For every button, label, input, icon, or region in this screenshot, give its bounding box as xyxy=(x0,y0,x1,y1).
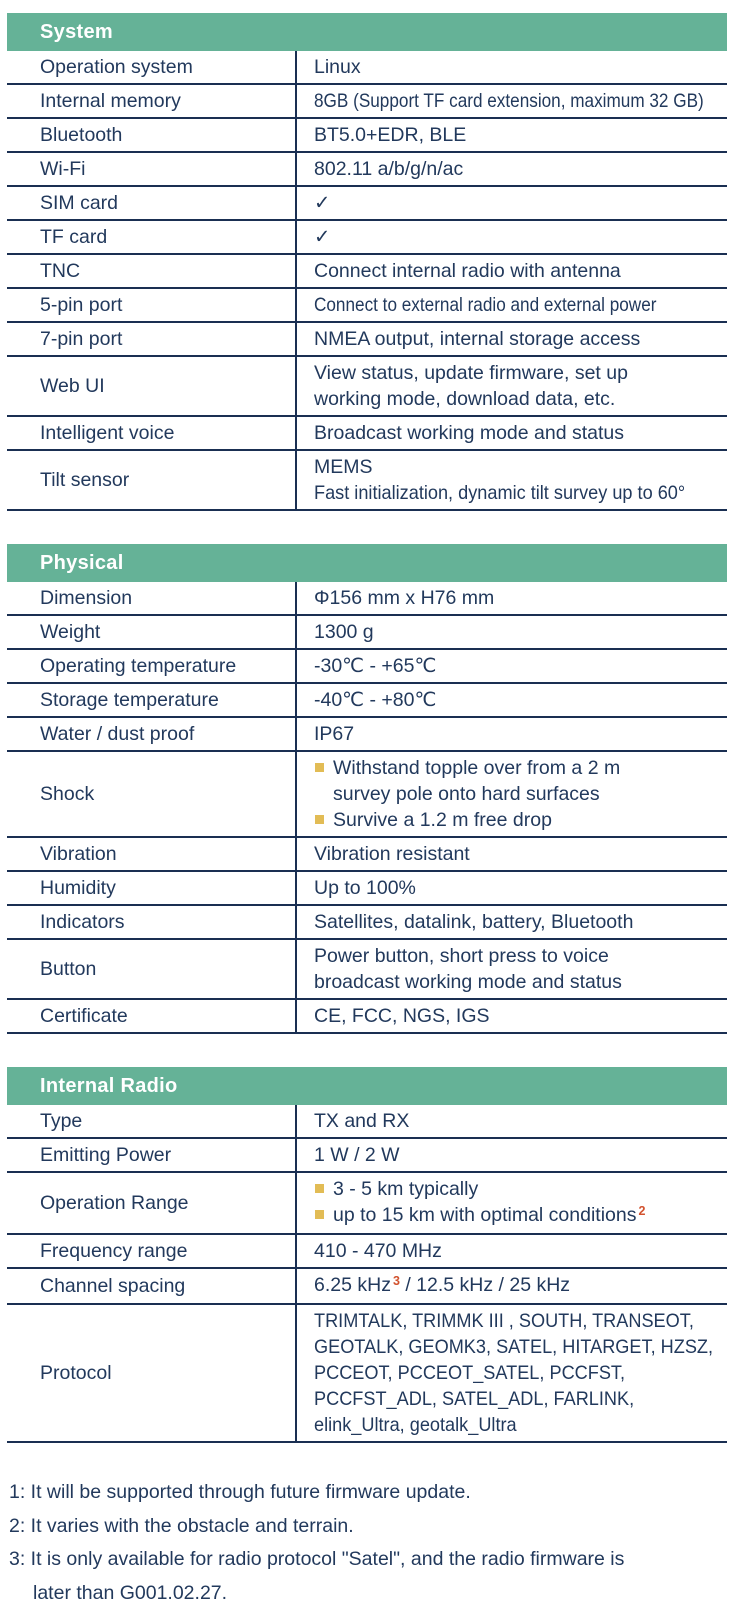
table-row xyxy=(7,582,727,616)
row-label: Weight xyxy=(7,616,295,648)
table-row xyxy=(7,417,727,451)
footnote: 3: It is only available for radio protocol "Satel", and the radio firmware is xyxy=(9,1543,727,1577)
table-row xyxy=(7,650,727,684)
table-row xyxy=(7,1305,727,1443)
table-row xyxy=(7,752,727,838)
checkmark-icon: ✓ xyxy=(314,190,723,216)
bullet-item xyxy=(314,1202,723,1230)
bullet-item xyxy=(314,807,723,833)
bullet-text: survey pole onto hard surfaces xyxy=(333,781,723,807)
bullet-text: 3 - 5 km typically xyxy=(333,1176,723,1202)
checkmark-icon: ✓ xyxy=(314,224,723,250)
table-row xyxy=(7,1105,727,1139)
table-row xyxy=(7,906,727,940)
row-label: 5-pin port xyxy=(7,289,295,321)
table-row xyxy=(7,838,727,872)
footnote-ref: 3 xyxy=(393,1274,400,1288)
table-row xyxy=(7,1139,727,1173)
row-value: 1300 g xyxy=(314,619,723,645)
row-value: / 12.5 kHz / 25 kHz xyxy=(400,1274,570,1296)
table-row xyxy=(7,187,727,221)
row-value: Broadcast working mode and status xyxy=(314,420,723,446)
row-label: Water / dust proof xyxy=(7,718,295,750)
row-value: TX and RX xyxy=(314,1108,723,1134)
bullet-square-icon xyxy=(315,1210,324,1219)
row-value: Up to 100% xyxy=(314,875,723,901)
bullet-text: Withstand topple over from a 2 m xyxy=(333,755,723,781)
row-value: 8GB (Support TF card extension, maximum 32 GB) xyxy=(314,88,674,114)
row-value: Φ156 mm x H76 mm xyxy=(314,585,723,611)
row-value-line: MEMS xyxy=(314,454,723,480)
row-value: Connect to external radio and external power xyxy=(314,292,674,318)
table-row xyxy=(7,289,727,323)
table-row xyxy=(7,85,727,119)
row-value: Linux xyxy=(314,54,723,80)
row-value-line: Fast initialization, dynamic tilt survey up to 60° xyxy=(314,480,685,506)
row-label: Operating temperature xyxy=(7,650,295,682)
row-value-line: PCCEOT, PCCEOT_SATEL, PCCFST, xyxy=(314,1360,625,1386)
table-row xyxy=(7,718,727,752)
row-label: Emitting Power xyxy=(7,1139,295,1171)
bullet-item xyxy=(314,755,723,807)
row-label: Frequency range xyxy=(7,1235,295,1267)
row-label: Vibration xyxy=(7,838,295,870)
bullet-text: up to 15 km with optimal conditions xyxy=(333,1204,637,1226)
table-row xyxy=(7,119,727,153)
row-label: Internal memory xyxy=(7,85,295,117)
row-label: Certificate xyxy=(7,1000,295,1032)
row-value-line: GEOTALK, GEOMK3, SATEL, HITARGET, HZSZ, xyxy=(314,1334,713,1360)
row-label: Storage temperature xyxy=(7,684,295,716)
row-label: SIM card xyxy=(7,187,295,219)
table-row xyxy=(7,153,727,187)
table-row xyxy=(7,51,727,85)
row-value: BT5.0+EDR, BLE xyxy=(314,122,723,148)
section-title: System xyxy=(40,21,113,44)
row-label: Button xyxy=(7,940,295,998)
row-label: Type xyxy=(7,1105,295,1137)
bullet-square-icon xyxy=(315,1184,324,1193)
spec-section-physical xyxy=(7,544,727,1034)
section-title: Physical xyxy=(40,552,124,575)
table-row xyxy=(7,451,727,511)
row-value-line: broadcast working mode and status xyxy=(314,969,723,995)
row-label: TF card xyxy=(7,221,295,253)
spec-section-system xyxy=(7,13,727,511)
row-label: Indicators xyxy=(7,906,295,938)
row-label: Humidity xyxy=(7,872,295,904)
table-row xyxy=(7,1269,727,1305)
row-label: Operation system xyxy=(7,51,295,83)
bullet-square-icon xyxy=(315,763,324,772)
row-value: NMEA output, internal storage access xyxy=(314,326,723,352)
row-value: Vibration resistant xyxy=(314,841,723,867)
row-value: Satellites, datalink, battery, Bluetooth xyxy=(314,909,723,935)
row-label: Shock xyxy=(7,752,295,836)
table-row xyxy=(7,616,727,650)
row-value: IP67 xyxy=(314,721,723,747)
table-row xyxy=(7,684,727,718)
row-value-line: PCCFST_ADL, SATEL_ADL, FARLINK, xyxy=(314,1386,634,1412)
row-label: Dimension xyxy=(7,582,295,614)
table-row xyxy=(7,323,727,357)
row-value-line: Power button, short press to voice xyxy=(314,943,723,969)
table-row xyxy=(7,357,727,417)
bullet-square-icon xyxy=(315,815,324,824)
row-value: 1 W / 2 W xyxy=(314,1142,723,1168)
row-value: 6.25 kHz xyxy=(314,1274,391,1296)
row-value: 802.11 a/b/g/n/ac xyxy=(314,156,723,182)
table-row xyxy=(7,255,727,289)
row-label: Intelligent voice xyxy=(7,417,295,449)
table-row xyxy=(7,1000,727,1034)
row-label: Protocol xyxy=(7,1305,295,1441)
footnote: 2: It varies with the obstacle and terrain. xyxy=(9,1510,727,1544)
row-value-line: TRIMTALK, TRIMMK III , SOUTH, TRANSEOT, xyxy=(314,1308,694,1334)
footnote-ref: 2 xyxy=(639,1204,646,1218)
section-header-system xyxy=(7,13,727,51)
footnotes xyxy=(9,1476,727,1610)
row-value: -40℃ - +80℃ xyxy=(314,687,723,713)
table-row xyxy=(7,940,727,1000)
row-label: Operation Range xyxy=(7,1173,295,1233)
table-row xyxy=(7,221,727,255)
table-row xyxy=(7,872,727,906)
row-label: 7-pin port xyxy=(7,323,295,355)
row-label: Tilt sensor xyxy=(7,451,295,509)
row-value-line: View status, update firmware, set up xyxy=(314,360,723,386)
section-header-internal-radio xyxy=(7,1067,727,1105)
table-row xyxy=(7,1173,727,1235)
row-value-line: working mode, download data, etc. xyxy=(314,386,723,412)
row-value: 410 - 470 MHz xyxy=(314,1238,723,1264)
bullet-item xyxy=(314,1176,723,1202)
footnote: later than G001.02.27. xyxy=(9,1577,727,1610)
row-label: TNC xyxy=(7,255,295,287)
footnote: 1: It will be supported through future firmware update. xyxy=(9,1476,727,1510)
row-value-line: elink_Ultra, geotalk_Ultra xyxy=(314,1412,517,1438)
row-label: Web UI xyxy=(7,357,295,415)
section-header-physical xyxy=(7,544,727,582)
spec-section-internal-radio xyxy=(7,1067,727,1443)
row-value: -30℃ - +65℃ xyxy=(314,653,723,679)
table-row xyxy=(7,1235,727,1269)
row-label: Wi-Fi xyxy=(7,153,295,185)
section-title: Internal Radio xyxy=(40,1075,178,1098)
row-value: Connect internal radio with antenna xyxy=(314,258,723,284)
row-value: CE, FCC, NGS, IGS xyxy=(314,1003,723,1029)
row-label: Channel spacing xyxy=(7,1269,295,1303)
row-label: Bluetooth xyxy=(7,119,295,151)
bullet-text: Survive a 1.2 m free drop xyxy=(333,807,723,833)
